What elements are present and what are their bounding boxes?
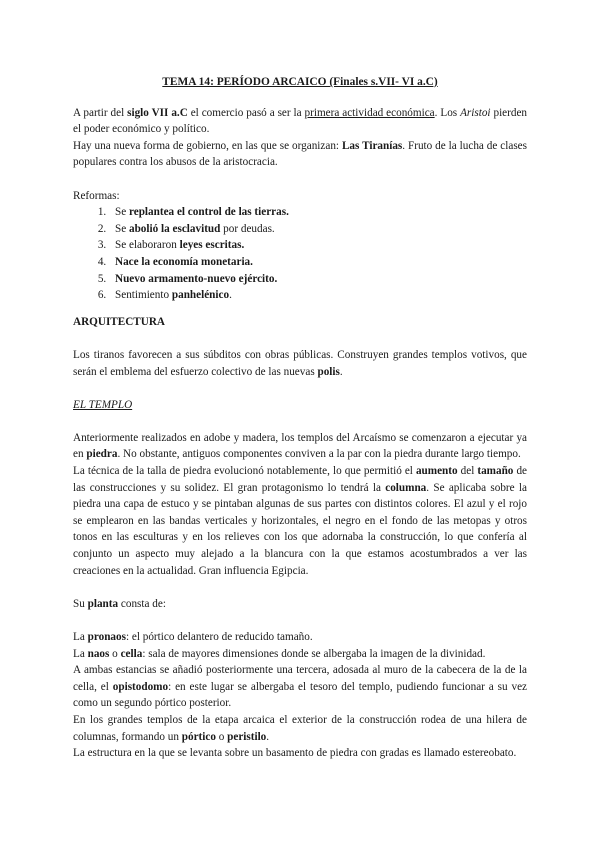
intro-paragraph-2: Hay una nueva forma de gobierno, en las que se organizan: Las Tiranías. Fruto de la lucha de clases populares contra los abusos de la aristocracia.	[73, 139, 527, 169]
reformas-list	[73, 204, 527, 304]
list-item: 6. Sentimiento panhelénico.	[109, 287, 527, 304]
templo-paragraph-2: La técnica de la talla de piedra evolucionó notablemente, lo que permitió el aumento del tamaño de las construcciones y su solidez. El gran protagonismo lo tendrá la columna. Se aplicaba sobre la piedra una capa de estuco y se pintaban algunas de sus partes con distintos colores. El azul y el rojo se emplearon en las bandas verticales y horizontales, el negro en el fondo de las metopas y otros tonos en las esculturas y en los relieves con los que adornaba la construcción, lo que confería al conjunto un aspecto muy alejado a la blancura con la que estamos acostumbrados a ver las creaciones en la actualidad. Gran influencia Egipcia.	[73, 465, 528, 577]
list-item: 1. Se replantea el control de las tierras.	[109, 204, 527, 221]
section-heading-templo: EL TEMPLO	[73, 398, 133, 411]
reformas-label: Reformas:	[73, 189, 120, 202]
list-item: 4. Nace la economía monetaria.	[109, 254, 527, 271]
estereobato-paragraph: La estructura en la que se levanta sobre un basamento de piedra con gradas es llamado estereobato.	[73, 747, 517, 760]
opistodomo-paragraph: A ambas estancias se añadió posteriormente una tercera, adosada al muro de la cabecera de la de la cella, el opistodomo: en este lugar se albergaba el tesoro del templo, pudiendo funcionar a su vez como un segundo pórtico posterior.	[73, 664, 527, 710]
document-page	[73, 74, 527, 762]
list-item: 2. Se abolió la esclavitud por deudas.	[109, 221, 527, 238]
list-item: 5. Nuevo armamento-nuevo ejército.	[109, 271, 527, 288]
templo-paragraph-1: Anteriormente realizados en adobe y madera, los templos del Arcaísmo se comenzaron a ejecutar ya en piedra. No obstante, antiguos componentes conviven a la par con la piedra durante largo tiempo.	[73, 431, 527, 461]
intro-paragraph-1: A partir del siglo VII a.C el comercio pasó a ser la primera actividad económica. Los Aristoi pierden el poder económico y político.	[73, 106, 528, 136]
page-title: TEMA 14: PERÍODO ARCAICO (Finales s.VII- VI a.C)	[162, 76, 438, 88]
planta-paragraph: Su planta consta de:	[73, 597, 166, 610]
section-heading-arquitectura: ARQUITECTURA	[73, 315, 165, 328]
naos-paragraph: La naos o cella: sala de mayores dimensiones donde se albergaba la imagen de la divinidad.	[73, 647, 486, 660]
arquitectura-paragraph: Los tiranos favorecen a sus súbditos con obras públicas. Construyen grandes templos votivos, que serán el emblema del esfuerzo colectivo de las nuevas polis.	[73, 348, 527, 378]
list-item: 3. Se elaboraron leyes escritas.	[109, 237, 527, 254]
pronaos-paragraph: La pronaos: el pórtico delantero de reducido tamaño.	[73, 631, 313, 643]
portico-paragraph: En los grandes templos de la etapa arcaica el exterior de la construcción rodea de una hilera de columnas, formando un pórtico o peristilo.	[73, 713, 527, 743]
